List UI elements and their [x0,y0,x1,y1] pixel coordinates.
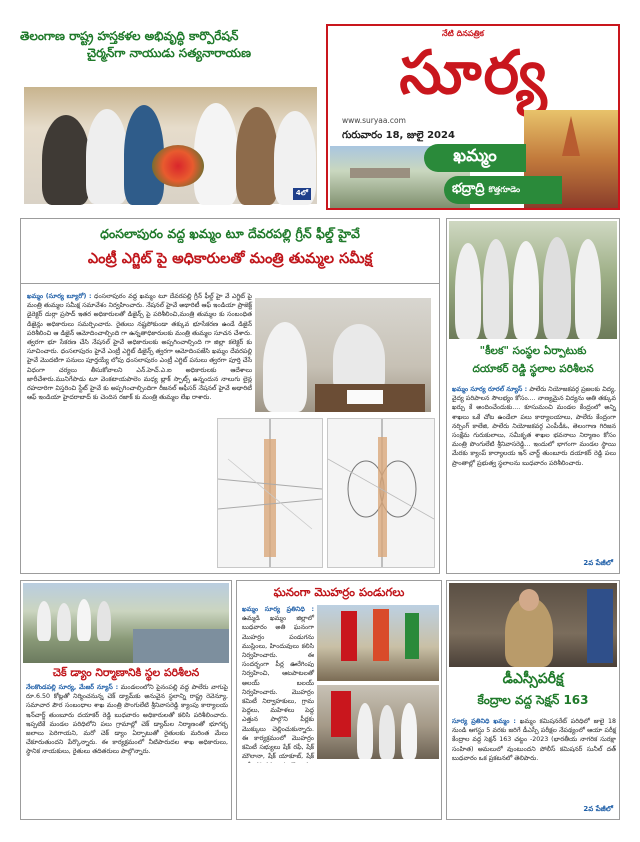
moharram-photo-top [317,605,439,681]
right-story-headline-line2: దయాకర్ రెడ్డి స్థలాల పరిశీలన [472,363,594,375]
moharram-story-box [236,580,442,820]
highway-drawing-right [327,418,435,568]
top-story-headline-line1: తెలంగాణ రాష్ట్ర హస్తకళల అభివృద్ధి కార్పొరేషన్ [20,29,239,43]
top-story-headline-line2: చైర్మన్‌గా నాయుడు సత్యనారాయణ [86,46,252,60]
exam-headline-line2: కేంద్రాల వద్ద సెక్షన్ 163 [477,693,589,707]
edition-label: ఖమ్మం [453,146,497,166]
flower-bouquet [152,145,204,187]
top-story-photo [24,87,317,204]
lead-story-headline-box [20,218,440,284]
lead-story-text: ధంసలాపురం వద్ద ఖమ్మం టూ దేవరపల్లి గ్రీన్ ఫీల్డ్ హై వే ఎగ్జిట్ పై మంత్రి తుమ్మల సమీక్ష సమావేశం నిర్వహించారు. నేషనల్ హైవే అథారిటీ ఆఫ్ ఇండియా ప్రాజెక్ట్ డైరెక్టర్ దుర్గా ప్రసాద్ ఇతర అధికారులతో డిజైన్స్ పై పరిశీలించి,మంత్రి తుమ్మల కు సంబంధిత డిజైన్లు అధికారులు సమర్పించారు. రైతులు నష్టపోకుండా తక్కువ భూసేకరణ ఉండే డిజైన్ పరిశీలించి ఆ డిజైన్ ఆమోదించాల్సింది గా ఉన్నతాధికారులకు మంత్రి తుమ్మల సూచన చేశారు. త్వరగా భూ సేకరణ చేసి నేషనల్ హైవే అధికారులకు అప్పగించాల్సింది గా జిల్లా కలెక్టర్ కు సూచించారు. ధంసలాపురం హైవే ఎంట్రీ ఎగ్జిట్ డిజైన్స్ త్వరగా ఆమోదింపజేసి ఖమ్మం దేవరపల్లి హైవే మొదటిగా పనులు పూర్తయ్యే లోపు ధంసలాపురం ఎంట్రీ ఎగ్జిట్ పనులు త్వరగా పూర్తి చేసే విధంగా చర్యలు తీసుకోవాలని ఎన్.హెచ్.ఎ.ఐ అధికారులకు ఆదేశాలు జారీచేశారు.మునిగేపాడు టూ వెంకటాయపాలెం మధ్య బ్లాక్ స్పాట్స్ ఉన్నందున నాలుగు లైన్ల రహదారిగా విస్తరించి స్టేట్ హైవే కు అప్పగించాల్సిందిగా రీజనల్ ఆఫీసర్ నేషనల్ హైవే అథారిటీ ఆఫ్ ఇండియా హైదరాబాద్ కు చెందిన రజాక్ కు మంత్రి తుమ్మల లేఖ రాశారు. [27,293,252,402]
moharram-photo-bottom [317,685,439,759]
moharram-text: ఉమ్మడి ఖమ్మం జిల్లాలో బుధవారం అతి ఘనంగా మొహర్రం పండుగను ముస్లింలు, హిందువులు కలిసి నిర్వహించారు. ఈ సందర్భంగా పీర్ల ఊరేగింపు నిర్వహించి, ఆటపాటలతో అలయ్ బలయ్ నిర్వహించారు. మొహర్రం కమిటీ నిర్వాహకులు, గ్రామ పెద్దలు, మహిళలు పెద్ద ఎత్తున పాల్గొని పీర్లకు మొక్కులు చెల్లించుకున్నారు. ఈ కార్యక్రమంలో మొహర్రం కమిటీ సభ్యులు షేక్ రఫీ, షేక్ మౌలానా, షేక్ యాకూబ్, షేక్ [242,615,314,761]
top-story-headline-box [20,28,318,80]
check-dam-body [26,683,228,817]
check-dam-headline: చెక్ డ్యాం నిర్మాణానికి స్థల పరిశీలన [52,666,200,679]
check-dam-text: మండలంలోని పైనంపల్లి వద్ద పాలేరు వాగుపై రూ.6.50 కోట్లతో నిర్మించనున్న చెక్ డ్యామ్‌కు అనువైన స్థలాన్ని రాష్ట్ర రెవెన్యూ, సమాచార పౌర సంబంధాల శాఖ మంత్రి పొంగులేటి శ్రీనివాసరెడ్డి క్యాంపు కార్యాలయ ఇన్‌చార్జ్ తుంబూరు దయాకర్ రెడ్డి బుధవారం అధికారులతో కలిసి పరిశీలించారు. ఇప్పటికే మండల పరిధిలోని పలు గ్రామాల్లో చెక్ డ్యామ్‌ల నిర్మాణంతో భూగర్భ జలాలు పెరిగాయని, మరో చెక్ డ్యాం ఏర్పాటుతో రైతులకు మరింత మేలు చేకూరుతుందని పేర్కొన్నారు. ఈ కార్యక్రమంలో నీటిపారుదల శాఖ అధికారులు, స్థానిక నాయకులు, రైతులు తదితరులు పాల్గొన్నారు. [26,684,228,756]
masthead-website: www.suryaa.com [342,116,406,125]
right-story-body [452,385,616,561]
right-story-photo [449,221,617,339]
exam-story-box [446,580,620,820]
check-dam-dateline: నేలకొండపల్లి సూర్య, మేజర్ న్యూస్ : [26,684,119,691]
right-story-text: పాలేరు నియోజకవర్గ ప్రజలకు విద్య, వైద్య పరిపాలన సౌలభ్యం కోసం.... నాణ్యమైన విద్యను అతి తక్కువ ఖర్చు కే అందించేందుకు.... కూసుమంచి మండల కేంద్రంలో అన్ని శాఖలు ఒకే చోట ఉండేలా పలు కార్యాలయాలు, పాలేరు కేంద్రంగా నర్సింగ్ కాలేజి, పాలేరు నియోజకవర్గ ఎంపీడీఓ, తెలంగాణ గిరిజన సంక్షేమ గురుకులాలు, సమీకృత శాఖల భవనాలు నిర్మాణం కోసం మంత్రి పొంగులేటి శ్రీనివాసరెడ్డి... ఇందులో భాగంగా మండల స్థాయి మేరకు క్యాంప్ కార్యాలయ ఇన్ చార్జ్ తుంబూరు దయాకర్ రెడ్డి పలు ప్రాంతాల్లో ప్రభుత్వ స్థలాలను బుధవారం పరిశీలించారు. [452,386,616,467]
moharram-dateline: ఖమ్మం సూర్య ప్రతినిధి : [242,606,314,613]
lead-story-headline-line2: ఎంట్రీ ఎగ్జిట్ పై అధికారులతో మంత్రి తుమ్మల సమీక్ష [87,251,373,267]
right-story-page-ref: 2వ పేజీలో [583,559,613,567]
right-story-dateline: ఖమ్మం సూర్య రూరల్ న్యూస్ : [452,386,528,393]
check-dam-photo [23,583,229,663]
masthead-date: గురువారం 18, జులై 2024 [342,130,455,141]
moharram-body [242,605,314,761]
masthead [326,24,620,210]
exam-text: ఖమ్మం కమిషనరేట్ పరిధిలో జులై 18 నుండి ఆగస్టు 5 వరకు జరిగే డీఎస్సీ పరీక్షల నేపథ్యంలో ఆయా పరీక్ష కేంద్రాల వద్ద సెక్షన్ 163 చట్టం -2023 (భారతీయ నాగరిక సురక్షా సంహిత) అమలులో వుంటుందని పోలీస్ కమిషనర్ సునీల్ దత్ బుధవారం ఒక ప్రకటనలో తెలిపారు. [452,718,616,762]
exam-story-photo [449,583,617,667]
edition-label-badge [424,144,526,172]
highway-drawing-left [217,418,323,568]
right-story-headline-line1: "కీలక" సంస్థల ఏర్పాటుకు [479,345,587,357]
moharram-body-continued [242,763,438,817]
top-story-page-ref: 4లో [293,188,311,200]
district-label: భద్రాద్రి [452,181,485,196]
district-label-badge [444,176,562,204]
masthead-tagline: నేటి దినపత్రిక [442,29,484,38]
lead-story-box [20,284,440,574]
lead-story-headline-line1: ధంసలాపురం వద్ద ఖమ్మం టూ దేవరపల్లి గ్రీన్ ఫీల్డ్ హైవే [100,226,360,241]
exam-page-ref: 2వ పేజీలో [583,805,613,813]
exam-body [452,717,616,803]
moharram-headline: ఘనంగా మొహర్రం పండుగలు [273,585,405,599]
masthead-title: సూర్య [399,38,549,108]
right-story-box [446,218,620,574]
district-sub-label: కొత్తగూడెం [488,184,521,194]
lead-story-photo [255,298,431,412]
lead-story-dateline: ఖమ్మం (సూర్య బ్యూరో) : [27,293,92,300]
check-dam-story-box [20,580,232,820]
exam-headline-line1: డీఎస్సీపరీక్ష [502,671,564,687]
exam-dateline: సూర్య ప్రతినిధి ఖమ్మం : [452,718,516,725]
